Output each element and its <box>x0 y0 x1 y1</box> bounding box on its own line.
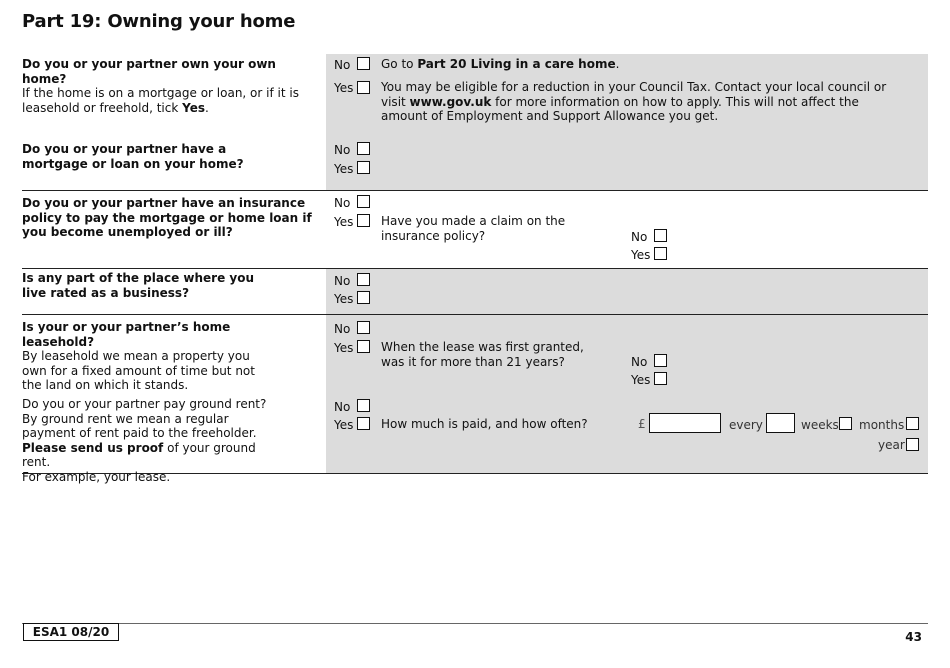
question-leasehold-help: By leasehold we mean a property you own for a fixed amount of time but not the land on which it stands. <box>22 349 255 392</box>
q4-yes-label: Yes <box>334 292 354 306</box>
q1-no-checkbox[interactable] <box>357 57 370 70</box>
page-title: Part 19: Owning your home <box>22 11 296 32</box>
question-ground-rent-text: Do you or your partner pay ground rent? <box>22 397 267 411</box>
divider-q4-top <box>22 268 928 269</box>
q1-yes-checkbox[interactable] <box>357 81 370 94</box>
question-mortgage-text: Do you or your partner have a mortgage or loan on your home? <box>22 142 244 171</box>
question-mortgage <box>22 142 284 171</box>
answer-panel-q5-q6 <box>326 315 928 473</box>
q3-yes-checkbox[interactable] <box>357 214 370 227</box>
question-ground-rent-proof: Please send us proof of your ground rent. <box>22 440 256 469</box>
months-label: months <box>859 418 905 432</box>
q1-no-label: No <box>334 58 351 72</box>
weeks-label: weeks <box>801 418 839 432</box>
q6-no-label: No <box>334 400 351 414</box>
q5-sub-no-label: No <box>631 355 648 369</box>
form-code: ESA1 08/20 <box>23 623 119 641</box>
q6-yes-checkbox[interactable] <box>357 417 370 430</box>
question-ground-rent <box>22 397 272 484</box>
question-leasehold <box>22 320 268 393</box>
q5-sub-no-checkbox[interactable] <box>654 354 667 367</box>
q6-yes-label: Yes <box>334 418 354 432</box>
question-business-rated <box>22 271 262 300</box>
year-checkbox[interactable] <box>906 438 919 451</box>
q4-no-checkbox[interactable] <box>357 273 370 286</box>
months-checkbox[interactable] <box>906 417 919 430</box>
year-label: year <box>878 438 905 452</box>
page-number: 43 <box>905 630 922 644</box>
q5-sub-question: When the lease was first granted, was it for more than 21 years? <box>381 340 584 369</box>
q6-sub-question: How much is paid, and how often? <box>381 417 588 431</box>
q3-no-checkbox[interactable] <box>357 195 370 208</box>
q3-sub-yes-checkbox[interactable] <box>654 247 667 260</box>
q3-sub-yes-label: Yes <box>631 248 651 262</box>
ground-rent-frequency-input[interactable] <box>766 413 795 433</box>
footer-rule <box>22 623 928 624</box>
divider-q3-top <box>22 190 928 191</box>
weeks-checkbox[interactable] <box>839 417 852 430</box>
q2-no-checkbox[interactable] <box>357 142 370 155</box>
q3-yes-label: Yes <box>334 215 354 229</box>
answer-panel-q4 <box>326 269 928 314</box>
q1-yes-note: You may be eligible for a reduction in your Council Tax. Contact your local council or visit www.gov.uk for more information on how to apply. This will not affect the amount of Employment and Support Allowance you get. <box>381 80 887 123</box>
q6-no-checkbox[interactable] <box>357 399 370 412</box>
q1-yes-label: Yes <box>334 81 354 95</box>
q5-sub-yes-label: Yes <box>631 373 651 387</box>
question-own-home-help: If the home is on a mortgage or loan, or if it is leasehold or freehold, tick Yes. <box>22 86 299 115</box>
q3-no-label: No <box>334 196 351 210</box>
ground-rent-amount-input[interactable] <box>649 413 721 433</box>
question-insurance-text: Do you or your partner have an insurance policy to pay the mortgage or home loan if you become unemployed or ill? <box>22 196 312 239</box>
q5-no-label: No <box>334 322 351 336</box>
q3-sub-question: Have you made a claim on the insurance policy? <box>381 214 566 243</box>
q2-yes-checkbox[interactable] <box>357 161 370 174</box>
question-ground-rent-example: For example, your lease. <box>22 469 171 484</box>
question-ground-rent-help: By ground rent we mean a regular payment of rent paid to the freeholder. <box>22 411 257 440</box>
q3-sub-no-label: No <box>631 230 648 244</box>
q5-yes-label: Yes <box>334 341 354 355</box>
q4-no-label: No <box>334 274 351 288</box>
question-own-home <box>22 57 312 115</box>
currency-symbol: £ <box>638 417 646 431</box>
question-leasehold-text: Is your or your partner’s home leasehold? <box>22 320 231 349</box>
question-business-rated-text: Is any part of the place where you live rated as a business? <box>22 271 255 300</box>
question-own-home-text: Do you or your partner own your own home? <box>22 57 276 86</box>
divider-q5-top <box>22 314 928 315</box>
q4-yes-checkbox[interactable] <box>357 291 370 304</box>
q3-sub-no-checkbox[interactable] <box>654 229 667 242</box>
q2-yes-label: Yes <box>334 162 354 176</box>
question-insurance <box>22 196 316 240</box>
q5-yes-checkbox[interactable] <box>357 340 370 353</box>
q5-no-checkbox[interactable] <box>357 321 370 334</box>
every-label: every <box>729 418 763 432</box>
q2-no-label: No <box>334 143 351 157</box>
q1-no-note: Go to Part 20 Living in a care home. <box>381 57 620 71</box>
q5-sub-yes-checkbox[interactable] <box>654 372 667 385</box>
